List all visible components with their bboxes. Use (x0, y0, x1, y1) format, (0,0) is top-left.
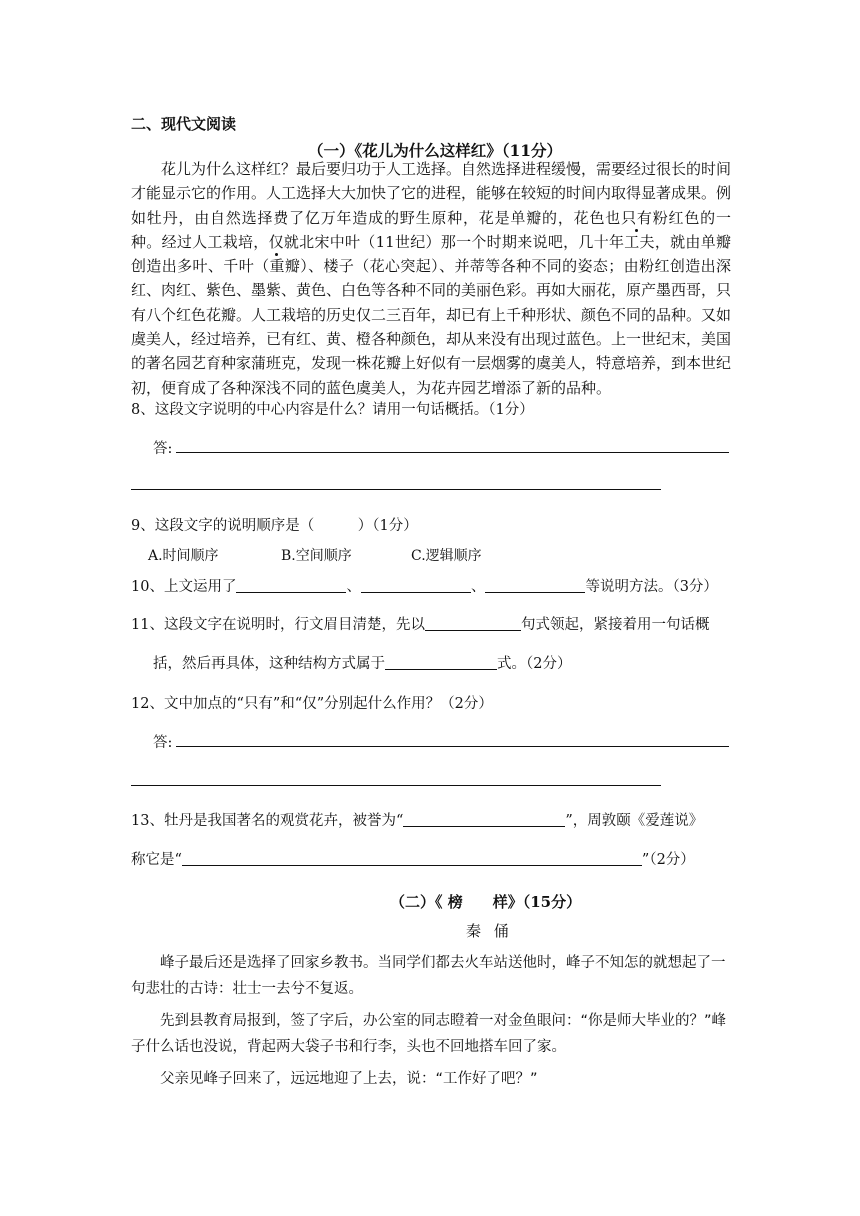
part2-author: 秦 俑 (466, 922, 513, 940)
q11-blank-1[interactable] (425, 615, 521, 631)
dotted-word-jin: 仅 (268, 232, 284, 251)
q9-option-c[interactable]: C.逻辑顺序 (411, 548, 482, 564)
q11-text-b: 句式领起，紧接着用一句话概 (520, 617, 710, 633)
q13-text-d: ”（2分） (641, 852, 695, 868)
q10-blank-3[interactable] (485, 577, 585, 593)
question-11-line-1 (131, 613, 709, 634)
q11-blank-2[interactable] (385, 654, 497, 670)
q10-text-b: 等说明方法。（3分） (585, 579, 718, 595)
q12-answer-label: 答: (153, 735, 173, 751)
dotted-word-zhiyou: 只有 (621, 208, 653, 227)
q13-text-a: 13、牡丹是我国著名的观赏花卉，被誉为“ (131, 813, 404, 829)
q12-answer-line-2[interactable] (131, 785, 661, 786)
q11-text-c: 括，然后再具体，这种结构方式属于 (153, 656, 385, 672)
part2-title: （二）《 榜 样》（15分） (390, 893, 582, 911)
question-9: 9、这段文字的说明顺序是（ ）（1分） (131, 518, 418, 534)
q9-option-b[interactable]: B.空间顺序 (281, 548, 352, 564)
question-12: 12、文中加点的“只有”和“仅”分别起什么作用？（2分） (131, 696, 493, 712)
q10-sep-2: 、 (470, 579, 486, 595)
q10-blank-1[interactable] (236, 577, 346, 593)
question-10 (131, 575, 718, 596)
q13-text-b: ”，周敦颐《爱莲说》 (565, 813, 704, 829)
question-13-line-2 (131, 848, 695, 869)
q8-answer-label: 答: (153, 441, 173, 457)
question-13-line-1 (131, 809, 703, 830)
q13-blank-2[interactable] (182, 850, 642, 866)
q13-blank-1[interactable] (403, 811, 565, 827)
story-paragraph: 峰子最后还是选择了回家乡教书。当同学们都去火车站送他时，峰子不知怎的就想起了一句悲壮的古诗：壮士一去兮不复返。 (131, 955, 726, 997)
q8-answer-line-2[interactable] (131, 489, 661, 490)
story-text (131, 950, 731, 1098)
passage-text-a: 花儿为什么这样红？最后要归功于人工选择。自然选择进程缓慢，需要经过很长的时间才能显示它的作用。人工选择大大加快了它的进程，能够在较短的时间内取得显著成果。例如牡丹，由自然选择费了亿万年造成的野生原种，花是单瓣的，花色也 (131, 160, 732, 227)
passage-text-b: 粉红色的一种。经过人工栽培， (131, 208, 731, 251)
section-heading: 二、现代文阅读 (131, 115, 237, 133)
q12-answer-line-1[interactable] (176, 746, 729, 747)
part1-title: （一）《花儿为什么这样红》（11分） (307, 141, 563, 160)
q11-text-d: 式。（2分） (497, 656, 572, 672)
q8-answer-line-1[interactable] (176, 452, 729, 453)
question-8: 8、这段文字说明的中心内容是什么？请用一句话概括。（1分） (131, 402, 534, 418)
q11-text-a: 11、这段文字在说明时，行文眉目清楚，先以 (131, 617, 425, 633)
q10-sep-1: 、 (346, 579, 361, 595)
question-11-line-2 (153, 652, 571, 673)
q9-option-a[interactable]: A.时间顺序 (148, 548, 219, 564)
story-paragraph: 先到县教育局报到，签了字后，办公室的同志瞪着一对金鱼眼问：“你是师大毕业的？”峰子什么话也没说，背起两大袋子书和行李，头也不回地搭车回了家。 (131, 1013, 727, 1055)
passage (131, 157, 731, 400)
q10-text-a: 10、上文运用了 (131, 579, 237, 595)
q13-text-c: 称它是“ (131, 852, 182, 868)
story-paragraph: 父亲见峰子回来了，远远地迎了上去，说：“工作好了吧？” (160, 1071, 538, 1087)
q10-blank-2[interactable] (361, 577, 471, 593)
passage-text-c: 就北宋中叶（11世纪）那一个时期来说吧，几十年工夫，就由单瓣创造出多叶、千叶（重瓣）、楼子（花心突起）、并蒂等各种不同的姿态；由粉红创造出深红、肉红、紫色、墨紫、黄色、白色等各种不同的美丽色彩。再如大丽花，原产墨西哥，只有八个红色花瓣。人工栽培的历史仅二三百年，却已有上千种形状、颜色不同的品种。又如虞美人，经过培养，已有红、黄、橙各种颜色，却从来没有出现过蓝色。上一世纪末，美国的著名园艺育种家蒲班克，发现一株花瓣上好似有一层烟雾的虞美人，特意培养，到本世纪初，便育成了各种深浅不同的蓝色虞美人，为花卉园艺增添了新的品种。 (131, 232, 732, 397)
